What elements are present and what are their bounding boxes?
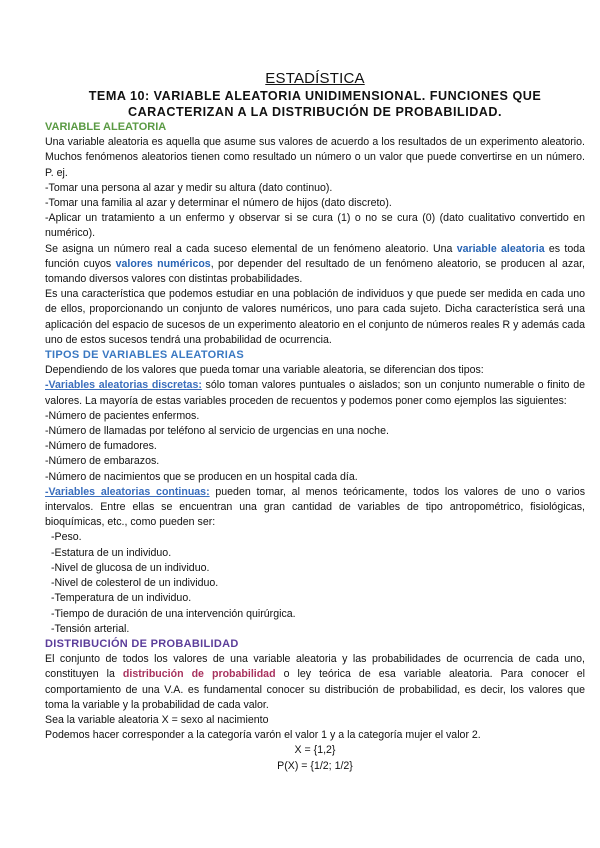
paragraph-characteristic: Es una característica que podemos estudiar en una población de individuos y que puede ser medida en cada uno de ellos, proporcionando un conjunto de valores numéricos, uno para cada sujeto. Dicha característica será una aplicación del espacio de sucesos de un experimento aleatorio en el conjunto de números reales R y además cada uno de estos sucesos tendrá una probabilidad de ocurrencia. (45, 288, 585, 346)
highlight-term: variable aleatoria (456, 242, 545, 255)
list-item: -Tensión arterial. (51, 622, 130, 635)
paragraph-distribution (45, 652, 585, 713)
highlight-term: valores numéricos (115, 257, 211, 270)
paragraph-correspondence: Podemos hacer corresponder a la categoría varón el valor 1 y a la categoría mujer el valor 2. (45, 729, 481, 742)
paragraph-discrete (45, 378, 585, 408)
paragraph-intro: Una variable aleatoria es aquella que asume sus valores de acuerdo a los resultados de un experimento aleatorio. Muchos fenómenos aleatorios tienen como resultado un número o un valor que puede convertirse en un número. P. ej. (45, 136, 585, 179)
example-line: -Aplicar un tratamiento a un enfermo y observar si se cura (1) o no se cura (0) (dato cualitativo convertido en numérico). (45, 212, 585, 240)
list-item: -Temperatura de un individuo. (51, 592, 192, 605)
example-line: -Tomar una persona al azar y medir su altura (dato continuo). (45, 181, 333, 194)
list-item: -Número de fumadores. (45, 440, 157, 453)
topic-title-line-1: TEMA 10: VARIABLE ALEATORIA UNIDIMENSIONAL. FUNCIONES QUE (88, 89, 542, 103)
list-item: -Tiempo de duración de una intervención quirúrgica. (51, 607, 296, 620)
example-line: -Tomar una familia al azar y determinar el número de hijos (dato discreto). (45, 197, 392, 210)
paragraph-definition (45, 242, 585, 288)
document-body (45, 70, 585, 774)
list-item: -Número de llamadas por teléfono al servicio de urgencias en una noche. (45, 425, 389, 438)
topic-title-line-2: CARACTERIZAN A LA DISTRIBUCIÓN DE PROBABILIDAD. (127, 105, 502, 119)
highlight-term: distribución de probabilidad (122, 668, 276, 681)
text-run: sólo toman valores puntuales o aislados; son un conjunto numerable o finito de valores. La mayoría de estas variables proceden de recuentos y podemos poner como ejemplos las siguientes: (45, 379, 585, 407)
list-item: -Número de nacimientos que se producen en un hospital cada día. (45, 470, 358, 483)
continuous-label: -Variables aleatorias continuas: (45, 485, 210, 498)
text-run: es toda función cuyos (45, 242, 585, 270)
paragraph-continuous (45, 485, 585, 531)
list-item: -Nivel de glucosa de un individuo. (51, 561, 210, 574)
section-heading-distribucion: DISTRIBUCIÓN DE PROBABILIDAD (45, 637, 239, 650)
list-item: -Estatura de un individuo. (51, 546, 172, 559)
paragraph-example-variable: Sea la variable aleatoria X = sexo al nacimiento (45, 713, 269, 726)
list-item: -Número de pacientes enfermos. (45, 409, 200, 422)
text-run: o ley teórica de esa variable aleatoria. Para conocer el comportamiento de una V.A. es fundamental conocer su distribución de probabilidad, es decir, los valores que toma la variable y la probabilidad de cada valor. (45, 668, 585, 711)
equation-values: X = {1,2} (294, 744, 336, 757)
text-run: , por depender del resultado de un fenómeno aleatorio, se producen al azar, tomando diversos valores con distintas probabilidades. (45, 257, 585, 286)
equation-probabilities: P(X) = {1/2; 1/2} (277, 759, 353, 772)
text-run: Se asigna un número real a cada suceso elemental de un fenómeno aleatorio. Una (45, 242, 457, 255)
list-item: -Peso. (51, 531, 82, 544)
discrete-label: -Variables aleatorias discretas: (45, 379, 202, 392)
list-item: -Número de embarazos. (45, 455, 160, 468)
section-heading-tipos: TIPOS DE VARIABLES ALEATORIAS (45, 349, 244, 362)
text-run: pueden tomar, al menos teóricamente, todos los valores de uno o varios intervalos. Entre ellas se encuentran una gran cantidad de variables de tipo antropométrico, fisiológicas, bioquímicas, etc., como pueden ser: (45, 485, 585, 529)
subject-title: ESTADÍSTICA (265, 70, 365, 87)
list-item: -Nivel de colesterol de un individuo. (51, 577, 219, 590)
section-heading-variable-aleatoria: VARIABLE ALEATORIA (45, 121, 167, 133)
text-run: El conjunto de todos los valores de una variable aleatoria y las probabilidades de ocurrencia de cada uno, constituyen la (45, 653, 585, 681)
paragraph-types-intro: Dependiendo de los valores que pueda tomar una variable aleatoria, se diferencian dos tipos: (45, 364, 484, 377)
